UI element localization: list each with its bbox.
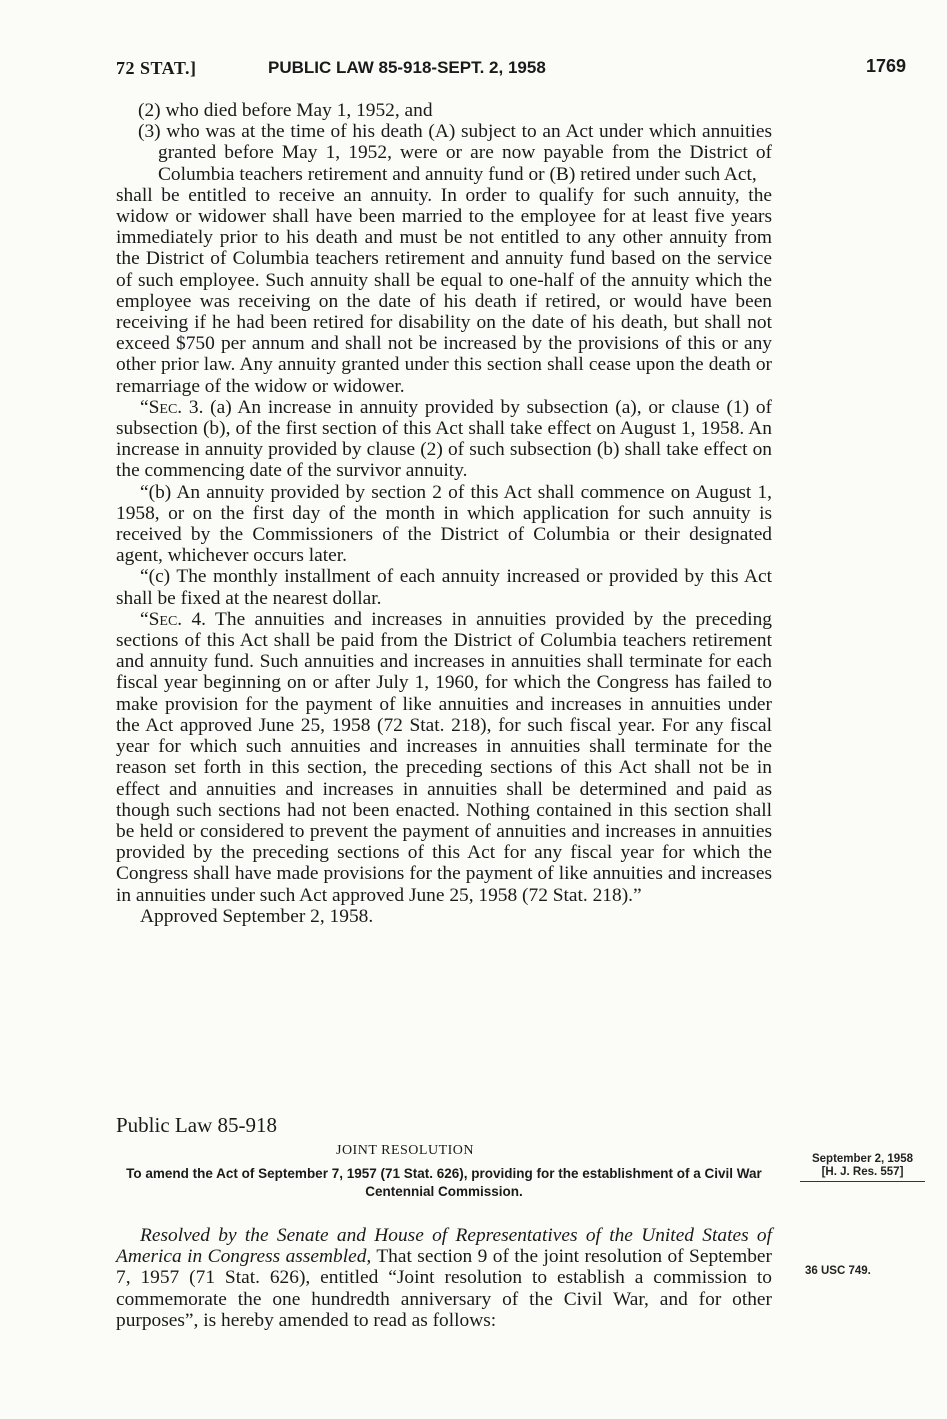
resolved-clause [116, 1225, 772, 1331]
section-3c: “(c) The monthly installment of each annuity increased or provided by this Act shall be fixed at the nearest dollar. [116, 566, 772, 609]
resolved-enacting: Resolved by the Senate and House of Representatives of the United States of America in Congress assembled, [116, 1225, 772, 1268]
section-4-text: The annuities and increases in annuities provided by the preceding sections of this Act shall be paid from the District of Columbia teachers retirement and annuity fund. Such annuities and increases in annuities shall terminate for each fiscal year beginning on or after July 1, 1960, for which the Congress has failed to make provision for the payment of like annuities and increases in annuities under the Act approved June 25, 1958 (72 Stat. 218), for such fiscal year. For any fiscal year for which such annuities and increases in annuities shall terminate for the reason set forth in this section, the preceding sections of this Act shall not be in effect and annuities and increases in annuities shall be determined and paid as though such sections had not been enacted. Nothing contained in this section shall be held or considered to prevent the payment of annuities and increases in annuities provided by the preceding sections of this Act for any fiscal year for which the Congress shall have made provisions for the payment of like annuities and increases in annuities under such Act approved June 25, 1958 (72 Stat. 218).” [116, 608, 772, 906]
item-3: (3) who was at the time of his death (A) subject to an Act under which annuities granted before May 1, 1952, were or are now payable from the District of Columbia teachers retirement and annuity fund or (B) retired under such Act, [138, 121, 772, 185]
public-law-title: Public Law 85-918 [116, 1113, 277, 1137]
margin-date: September 2, 1958 [811, 1153, 913, 1165]
section-3a [116, 397, 772, 482]
margin-note-usc: 36 USC 749. [805, 1265, 871, 1277]
page-header [116, 58, 906, 88]
section-3b: “(b) An annuity provided by section 2 of this Act shall commence on August 1, 1958, or on the first day of the month in which application for such annuity is received by the Commissioners of the District of Columbia or their designated agent, whichever occurs later. [116, 481, 772, 567]
paragraph-1: shall be entitled to receive an annuity. In order to qualify for such annuity, the widow or widower shall have been married to the employee for at least five years immediately prior to his death and must be not entitled to any other annuity from the District of Columbia teachers retirement and annuity fund based on the service of such employee. Such annuity shall be equal to one-half of the annuity which the employee was receiving on the date of his death if retired, or would have been receiving if he had been retired for disability on the date of his death, but shall not exceed $750 per annum and shall not be increased by the provisions of this or any other prior law. Any annuity granted under this section shall cease upon the death or remarriage of the widow or widower. [116, 184, 772, 397]
page-number: 1769 [865, 56, 906, 76]
margin-resolution-ref: [H. J. Res. 557] [821, 1166, 904, 1178]
resolved-text: That section 9 of the joint resolution of September 7, 1957 (71 Stat. 626), entitled “Joint resolution to establish a commission to commemorate the one hundredth anniversary of the Civil War, and for other purposes”, is hereby amended to read as follows: [116, 1246, 772, 1331]
header-statute-ref: 72 STAT.] [116, 58, 197, 78]
section-4 [116, 609, 772, 906]
approved-line: Approved September 2, 1958. [140, 905, 374, 927]
header-title: PUBLIC LAW 85-918-SEPT. 2, 1958 [268, 58, 546, 77]
item-2: (2) who died before May 1, 1952, and [138, 100, 433, 121]
section-3a-text: (a) An increase in annuity provided by subsection (a), or clause (1) of subsection (b), of the first section of this Act shall take effect on August 1, 1958. An increase in annuity provided by clause (2) of such subsection (b) shall take effect on the commencing date of the survivor annuity. [116, 396, 772, 482]
resolved-paragraph [116, 1225, 772, 1331]
section-4-label: “Sec. 4. [140, 608, 207, 630]
joint-resolution-heading: JOINT RESOLUTION [336, 1143, 475, 1158]
joint-resolution-description: To amend the Act of September 7, 1957 (71 Stat. 626), providing for the establishment of a Civil War Centennial Commission. [126, 1166, 762, 1199]
margin-rule [800, 1181, 925, 1182]
margin-note-date [800, 1153, 925, 1182]
section-3-label: “Sec. 3. [140, 396, 204, 418]
body-text [116, 100, 772, 927]
